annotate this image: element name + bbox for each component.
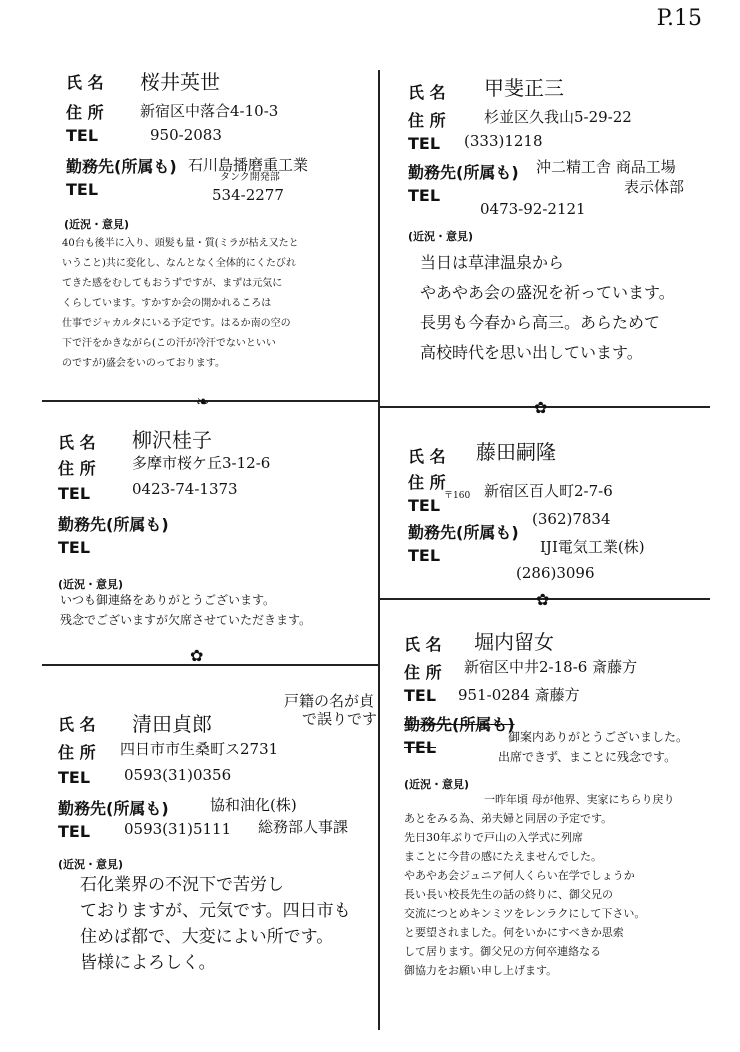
tel-value: 0423-74-1373 bbox=[132, 480, 238, 498]
tel-value: 951-0284 斎藤方 bbox=[458, 686, 580, 704]
ornament-icon: ✿ bbox=[534, 398, 548, 417]
ornament-icon: ✿ bbox=[190, 646, 204, 665]
center-divider bbox=[378, 70, 380, 1030]
comment-text: 一昨年頃 母が他界、実家にちらり戻り あとをみる為、弟夫婦と同居の予定です。 先日30年ぶりで戸山の入学式に列席 まことに今昔の感にたえませんでした。 やあやあ会ジュニア何人くらい在学でしょうか 長い長い校長先生の話の終りに、御父兄の 交流につとめキンミツをレンラクにして下さい。 と要望されました。何をいかにすべきか思索 して居ります。御父兄の方何卒連絡なる 御協力をお願い申し上げます。 bbox=[404, 793, 675, 977]
tel-label: TEL bbox=[66, 126, 99, 145]
workplace-label: 勤務先(所属も) bbox=[408, 523, 519, 542]
address-label: 住 所 bbox=[408, 473, 446, 492]
workplace-dept: タンク開発部 bbox=[220, 172, 280, 183]
name-label: 氏 名 bbox=[408, 447, 446, 466]
name-value: 藤田嗣隆 bbox=[476, 440, 556, 464]
work-tel-label: TEL bbox=[58, 822, 91, 841]
tel-value: 0593(31)0356 bbox=[124, 766, 232, 784]
name-label: 氏 名 bbox=[408, 83, 446, 102]
reply-note: 御案内ありがとうございました。 bbox=[508, 730, 689, 744]
address-value: 新宿区百人町2-7-6 bbox=[484, 482, 613, 500]
work-tel-value: (286)3096 bbox=[516, 564, 595, 582]
name-label: 氏 名 bbox=[58, 433, 96, 452]
name-value: 清田貞郎 bbox=[132, 712, 212, 736]
workplace-value: IJI電気工業(株) bbox=[540, 538, 645, 556]
address-value: 四日市市生桑町ス2731 bbox=[120, 740, 279, 758]
tel-value: (333)1218 bbox=[464, 132, 543, 150]
tel-label: TEL bbox=[58, 768, 91, 787]
address-value: 杉並区久我山5-29-22 bbox=[484, 108, 632, 126]
work-tel-value: 0593(31)5111 bbox=[124, 820, 232, 838]
name-note: で誤りです bbox=[302, 710, 378, 728]
name-value: 柳沢桂子 bbox=[132, 428, 212, 452]
name-value: 甲斐正三 bbox=[484, 76, 564, 100]
work-tel-value: 0473-92-2121 bbox=[480, 200, 586, 218]
workplace-value: 石川島播磨重工業 bbox=[188, 156, 309, 174]
page-number: P.15 bbox=[656, 6, 702, 31]
workplace-label: 勤務先(所属も) bbox=[58, 799, 169, 818]
workplace-value: 沖二精工舎 商品工場 bbox=[536, 158, 676, 176]
workplace-dept: 表示体部 bbox=[624, 178, 685, 196]
divider-line bbox=[42, 664, 378, 666]
comment-text: 40台も後半に入り、頭髪も量・質(ミラが枯え又たと いうこと)共に変化し、なんとなく全体的にくたびれ てきた感をむしてもおうずですが、まずは元気に くらしています。すかすか会の開かれるころは 仕事でジャカルタにいる予定です。はるか南の空の 下で汗をかきながら(この汗が冷汗でないといい のですが)盛会をいのっております。 bbox=[62, 238, 299, 369]
comment-text: 当日は草津温泉から やあやあ会の盛況を祈っています。 長男も今春から高三。あらためて 高校時代を思い出しています。 bbox=[420, 253, 675, 362]
name-value: 堀内留女 bbox=[474, 630, 554, 654]
postal-code: 〒160 bbox=[444, 491, 471, 501]
name-value: 桜井英世 bbox=[140, 70, 220, 94]
tel-value: 950-2083 bbox=[150, 126, 222, 144]
comment-label: (近況・意見) bbox=[408, 230, 474, 243]
comment-label: (近況・意見) bbox=[64, 218, 130, 231]
work-tel-value: 534-2277 bbox=[212, 186, 284, 204]
address-label: 住 所 bbox=[66, 103, 104, 122]
workplace-value: 協和油化(株) bbox=[210, 796, 297, 814]
comment-text: 石化業界の不況下で苦労し ておりますが、元気です。四日市も 住めば都で、大変によい所です。 皆様によろしく。 bbox=[80, 875, 351, 973]
workplace-label: 勤務先(所属も) bbox=[58, 515, 169, 534]
address-value: 多摩市桜ケ丘3-12-6 bbox=[132, 454, 271, 472]
tel-label: TEL bbox=[404, 686, 437, 705]
work-tel-label: TEL bbox=[408, 186, 441, 205]
work-tel-label: TEL bbox=[408, 546, 441, 565]
work-tel-label: TEL bbox=[66, 180, 99, 199]
tel-value: (362)7834 bbox=[532, 510, 611, 528]
workplace-label: 勤務先(所属も) bbox=[408, 163, 519, 182]
name-label: 氏 名 bbox=[66, 73, 104, 92]
ornament-icon: ❧ bbox=[196, 392, 210, 411]
address-value: 新宿区中落合4-10-3 bbox=[140, 102, 279, 120]
address-value: 新宿区中井2-18-6 斎藤方 bbox=[464, 658, 638, 676]
comment-label: (近況・意見) bbox=[58, 578, 124, 591]
name-label: 氏 名 bbox=[404, 635, 442, 654]
comment-label: (近況・意見) bbox=[404, 778, 470, 791]
comment-label: (近況・意見) bbox=[58, 858, 124, 871]
work-tel-label: TEL bbox=[404, 738, 437, 757]
reply-note: 出席できず、まことに残念です。 bbox=[498, 750, 677, 764]
name-note: 戸籍の名が貞 bbox=[284, 692, 375, 710]
name-label: 氏 名 bbox=[58, 715, 96, 734]
address-label: 住 所 bbox=[58, 459, 96, 478]
tel-label: TEL bbox=[408, 496, 441, 515]
tel-label: TEL bbox=[58, 484, 91, 503]
tel-label: TEL bbox=[408, 134, 441, 153]
workplace-label: 勤務先(所属も) bbox=[66, 157, 177, 176]
address-label: 住 所 bbox=[58, 743, 96, 762]
workplace-label: 勤務先(所属も) bbox=[404, 715, 515, 734]
ornament-icon: ✿ bbox=[536, 590, 550, 609]
comment-text: いつも御連絡をありがとうございます。 残念でございますが欠席させていただきます。 bbox=[60, 593, 312, 627]
work-tel-label: TEL bbox=[58, 538, 91, 557]
workplace-dept: 総務部人事課 bbox=[258, 818, 349, 836]
address-label: 住 所 bbox=[408, 111, 446, 130]
address-label: 住 所 bbox=[404, 663, 442, 682]
divider-line bbox=[42, 400, 378, 402]
